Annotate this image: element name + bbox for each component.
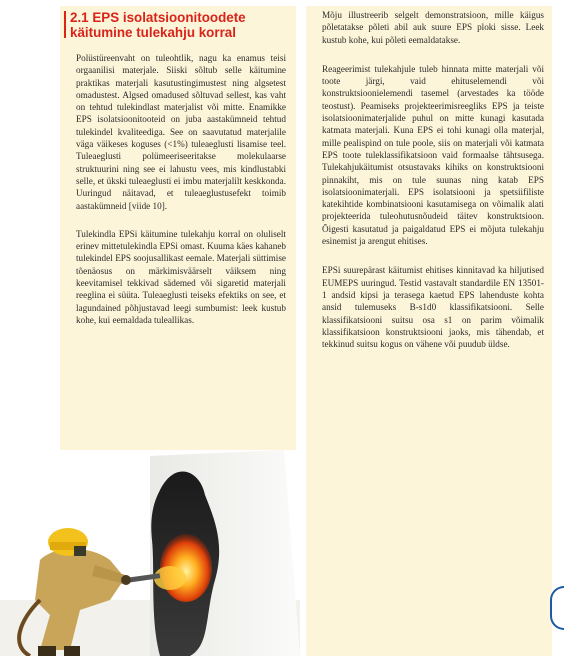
fire-test-illustration — [0, 450, 300, 656]
left-paragraph-1: Polüstüreenvaht on tuleohtlik, nagu ka enamus teisi orgaanilisi materjale. Siiski sõltub selle käitumine praktikas materjali kasutustingimustest ning algsetest omadustest. Algsed omadused sõltuvad sellest, kas vaht on tehtud tulekindlast materjalist või mitte. Enamikke EPS isolatsioonitooteid on juba aastakümneid tehtud tulekindel kvaliteediga. See on saavutatud materjalile väga väikeses koguses (<1%) tuleaeglusti lisamise teel. Tuleaeglusti polümeeriseeritakse molekulaarse struktuurini ning see ei lahustu vees, mis kindlustabki selle, et ükski tuleaeglusti ei imbu materjalilt keskkonda. Uuringud näitavad, et tuleaeglustusefekt toimib aastakümneid [viide 10]. — [76, 53, 286, 211]
section-heading — [60, 6, 296, 46]
page-edge-decoration — [550, 586, 564, 630]
right-column — [306, 6, 552, 656]
section-title: 2.1 EPS isolatsioonitoodete käitumine tulekahju korral — [70, 10, 246, 40]
right-paragraph-1: Mõju illustreerib selgelt demonstratsioon, mille käigus põletatakse põleti abil auk suure EPS ploki sisse. Leek kustub kohe, kui põleti eemaldatakse. — [322, 10, 544, 45]
heading-accent-bar — [64, 11, 66, 38]
right-paragraph-2: Reageerimist tulekahjule tuleb hinnata mitte materjali või toote järgi, vaid ehituselemendi või konstruktsioonielemendi tasemel (arvestades ka tööde teostust). Peamiseks projekteerimisreegliks EPS ja teiste isolatsioonimaterjalide puhul on mitte kunagi kasutada katmata materjali. Kuna EPS ei tohi kunagi olla materjal, mille pealispind on tule poole, siis on materjali või katmata EPS toote tuleklassifikatsioon vaid formaalse tähtsusega. Tulekahjukäitumist otsustavaks kihiks on konstruktsiooni pinnakiht, mis on tule suunas ning katab EPS isolatsioonimaterjali. EPS isolatsiooni ja spetsiifiliste katekihtide kombinatsiooni kasutamisega on võimalik alati projekteerida tuleohutusnõudeid täitev konstruktsioon. Õigesti kasutatud ja paigaldatud EPS ei mõjuta tulekahju esinemist ja arengut ehitises. — [322, 63, 544, 247]
left-paragraph-2: Tulekindla EPSi käitumine tulekahju korral on oluliselt erinev mittetulekindla EPSi omast. Kuuma käes kahaneb tulekindel EPS soojusallikast eemale. Materjali süttimise tõenäosus on märkimisväärselt väiksem ning keevitamisel tekkivad sädemed või sigaretid materjali reeglina ei süüta. Tuleaeglusti teiseks efektiks on see, et lagundained põhjustavad leegi sumbumist: leek kustub kohe, kui eemaldada tuleallikas. — [76, 228, 286, 325]
right-paragraph-3: EPSi suurepärast käitumist ehitises kinnitavad ka hiljutised EUMEPS uuringud. Testid vastavalt standardile EN 13501-1 andsid kipsi ja terasega kaetud EPS lahenduste kohta ansid tulemuseks B-s1d0 klassifikatsiooni. Selle klassifikatsiooni suitsu osa s1 on parim võimalik klassifikatsioon konstruktsiooni jaoks, mis tähendab, et tekkinud suitsu kogus on vähene või puudub üldse. — [322, 265, 544, 350]
fire-test-photo — [0, 450, 300, 656]
